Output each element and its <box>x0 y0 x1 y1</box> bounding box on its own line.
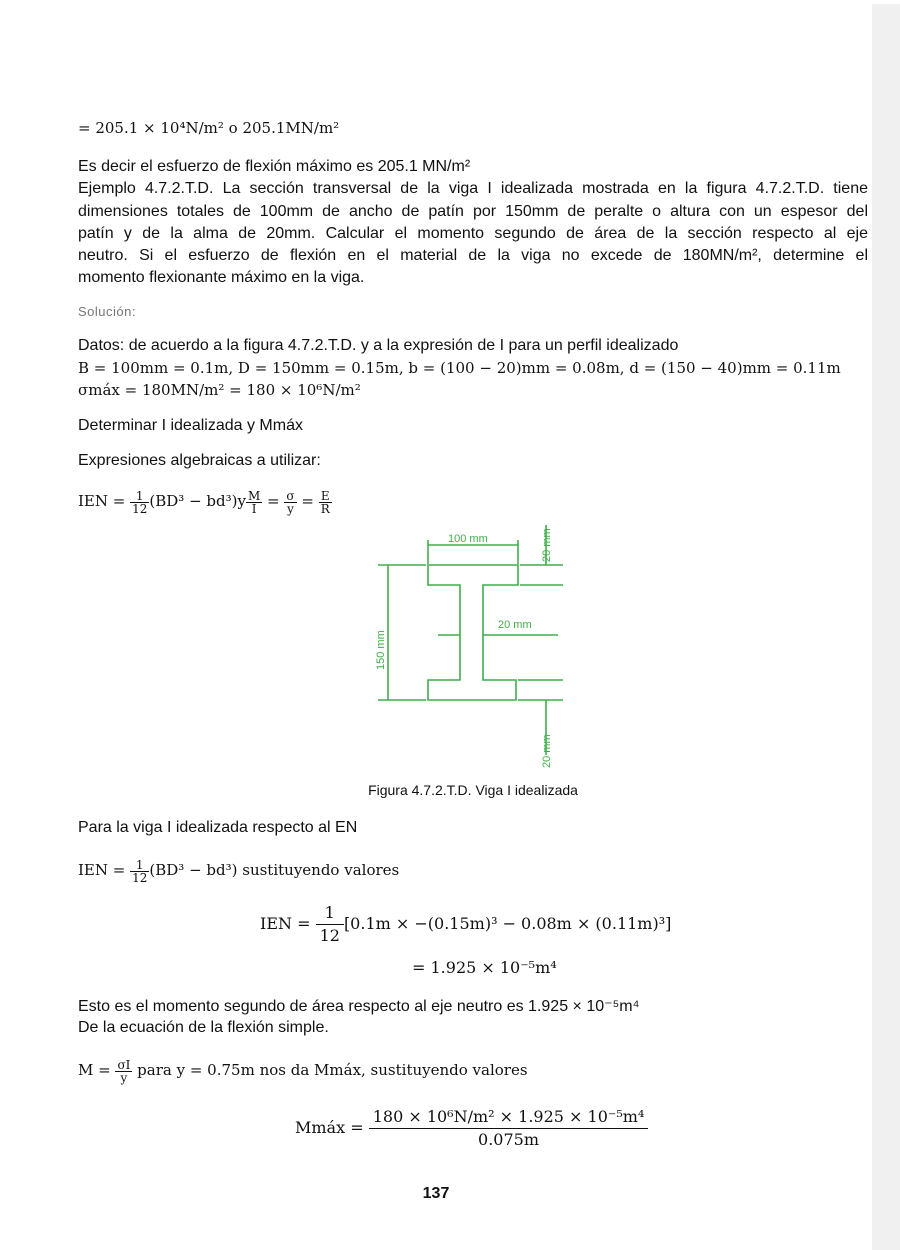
mmax-den: 0.075m <box>478 1130 540 1149</box>
mmax-num: 180 × 10⁶N/m² × 1.925 × 10⁻⁵m⁴ <box>369 1106 649 1129</box>
example-line-3: patín y de la alma de 20mm. Calcular el momento segundo de área de la sección respecto al eje <box>78 225 868 242</box>
formula-m-num: M <box>247 488 261 503</box>
flexion-line: De la ecuación de la flexión simple. <box>78 1019 329 1036</box>
formula-sigma-num: σ <box>286 488 295 503</box>
m-formula-line <box>78 1052 868 1088</box>
ien-calc-suffix: [0.1m × −(0.15m)³ − 0.08m × (0.11m)³] <box>343 914 672 933</box>
m-formula-prefix: M = <box>78 1061 116 1079</box>
label-20mm-bottom: 20 mm <box>541 734 553 768</box>
formula-frac-den: 12 <box>132 501 148 516</box>
formula-ien-suffix: (BD³ − bd³)y <box>149 492 246 510</box>
ien-calc-num: 1 <box>316 902 344 925</box>
example-line-5: momento flexionante máximo en la viga. <box>78 269 365 286</box>
substituting-prefix: IEN = <box>78 861 131 879</box>
mmax-line <box>295 1100 795 1156</box>
substituting-fraction <box>130 859 149 884</box>
vertical-scrollbar[interactable] <box>872 4 900 1250</box>
ien-calc-prefix: IEN = <box>260 914 316 933</box>
label-20mm-web: 20 mm <box>498 619 532 631</box>
sigma-line: σmáx = 180MN/m² = 180 × 10⁶N/m² <box>78 381 361 399</box>
substituting-frac-den: 12 <box>132 870 148 885</box>
formula-fraction-twelfth <box>130 490 149 515</box>
page-number: 137 <box>422 1185 450 1202</box>
formula-fraction-m-i <box>246 490 262 515</box>
m-formula-fraction <box>115 1059 132 1084</box>
data-line: Datos: de acuerdo a la figura 4.7.2.T.D. y a la expresión de I para un perfil idealizado <box>78 337 679 354</box>
ien-calc-den: 12 <box>319 926 340 945</box>
formula-e-num: E <box>319 490 332 503</box>
formula-ien-prefix: IEN = <box>78 492 131 510</box>
solution-label: Solución: <box>78 304 136 319</box>
formula-frac-num: 1 <box>130 490 149 503</box>
formula-equals-2: = <box>301 492 314 510</box>
ien-calc-fraction <box>316 902 344 947</box>
mmax-fraction <box>369 1106 649 1151</box>
ien-calc-line <box>260 898 860 950</box>
max-stress-sentence: Es decir el esfuerzo de flexión máximo es 205.1 MN/m² <box>78 158 471 175</box>
formula-line <box>78 484 868 518</box>
label-100mm: 100 mm <box>448 533 488 545</box>
expressions-label: Expresiones algebraicas a utilizar: <box>78 452 321 469</box>
mmax-prefix: Mmáx = <box>295 1118 369 1137</box>
formula-sigma-den: y <box>287 501 294 516</box>
m-formula-den: y <box>120 1070 128 1085</box>
i-beam-figure <box>368 520 568 775</box>
m-formula-num: σI <box>117 1057 131 1072</box>
label-20mm-top: 20 mm <box>541 528 553 562</box>
substituting-line <box>78 853 868 887</box>
ien-result: = 1.925 × 10⁻⁵m⁴ <box>412 958 557 977</box>
example-line-4: neutro. Si el esfuerzo de flexión en el material de la viga no excede de 180MN/m², determine el <box>78 247 868 264</box>
formula-equals-1: = <box>267 492 280 510</box>
substituting-suffix: (BD³ − bd³) sustituyendo valores <box>149 861 400 879</box>
for-beam-line: Para la viga I idealizada respecto al EN <box>78 819 358 836</box>
formula-m-den: I <box>251 501 257 516</box>
substituting-frac-num: 1 <box>130 859 149 872</box>
formula-fraction-sigma-y <box>284 490 296 515</box>
determine-line: Determinar I idealizada y Mmáx <box>78 417 303 434</box>
conclusion-line: Esto es el momento segundo de área respecto al eje neutro es 1.925 × 10⁻⁵m⁴ <box>78 998 640 1015</box>
m-formula-suffix: para y = 0.75m nos da Mmáx, sustituyendo valores <box>132 1061 528 1079</box>
dimensions-line: B = 100mm = 0.1m, D = 150mm = 0.15m, b = (100 − 20)mm = 0.08m, d = (150 − 40)mm = 0.11m <box>78 359 841 377</box>
formula-fraction-e-r <box>319 490 332 515</box>
i-beam-diagram <box>368 520 568 770</box>
previous-result-line: = 205.1 × 10⁴N/m² o 205.1MN/m² <box>78 119 340 137</box>
figure-caption: Figura 4.7.2.T.D. Viga I idealizada <box>368 782 578 798</box>
label-150mm: 150 mm <box>375 630 387 670</box>
example-line-2: dimensiones totales de 100mm de ancho de patín por 150mm de peralte o altura con un espesor del <box>78 203 868 220</box>
example-line-1: Ejemplo 4.7.2.T.D. La sección transversal de la viga I idealizada mostrada en la figura 4.7.2.T.D. tiene <box>78 180 868 197</box>
i-beam-outline <box>428 565 518 700</box>
formula-e-den: R <box>320 501 330 516</box>
